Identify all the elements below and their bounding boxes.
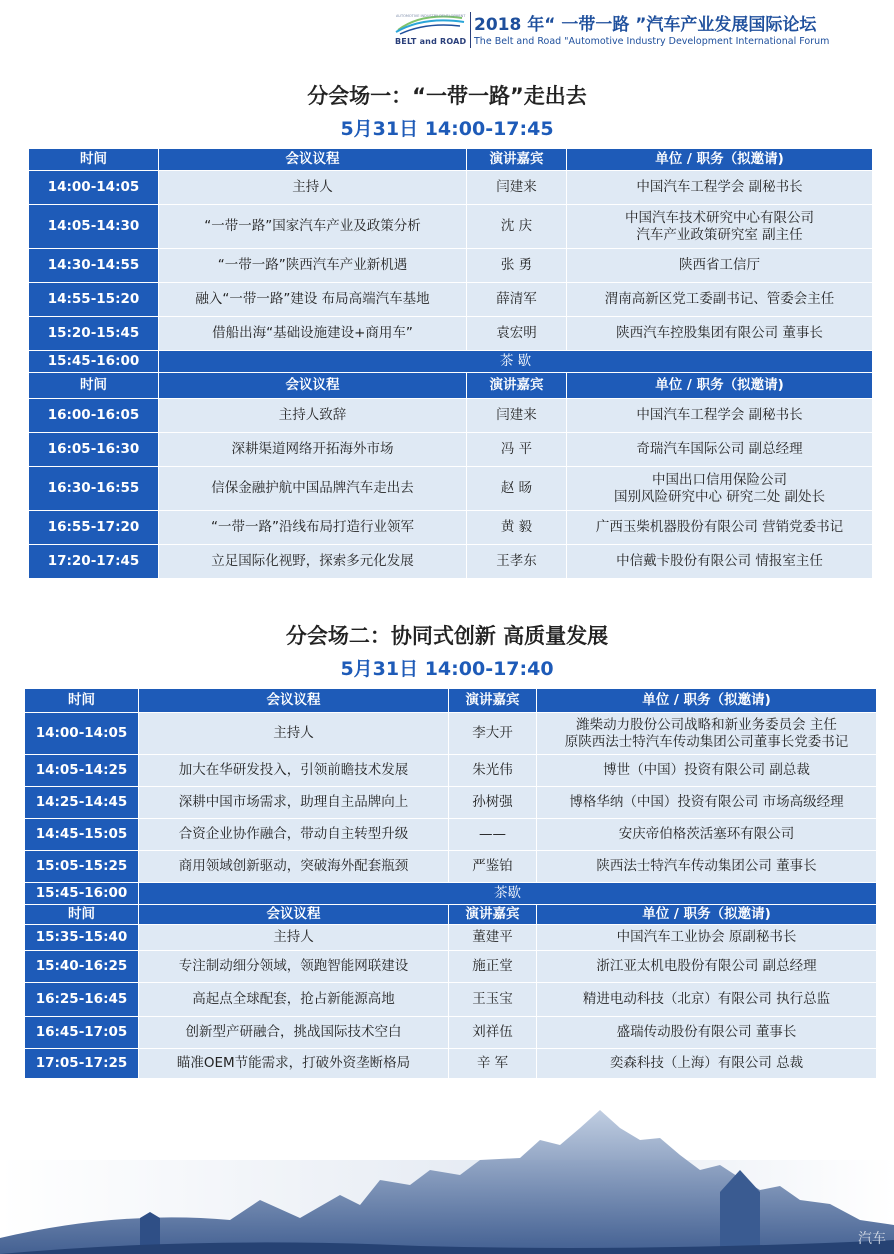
org-cell: 奇瑞汽车国际公司 副总经理 [567, 433, 873, 467]
org-header: 单位 / 职务（拟邀请) [537, 689, 877, 713]
speaker-cell: 董建平 [449, 925, 537, 951]
org-header: 单位 / 职务（拟邀请) [567, 149, 873, 171]
header-divider [470, 12, 471, 48]
speaker-cell: 袁宏明 [467, 317, 567, 351]
table-row [25, 819, 877, 851]
table-header-row [29, 373, 873, 399]
speaker-cell: 严鉴铂 [449, 851, 537, 883]
topic-cell: “一带一路”沿线布局打造行业领军 [159, 511, 467, 545]
table-row [29, 283, 873, 317]
speaker-cell: 薛清军 [467, 283, 567, 317]
topic-cell: 融入“一带一路”建设 布局高端汽车基地 [159, 283, 467, 317]
org-cell: 陕西省工信厅 [567, 249, 873, 283]
time-cell: 14:00-14:05 [29, 171, 159, 205]
table-row [25, 983, 877, 1017]
time-cell: 14:55-15:20 [29, 283, 159, 317]
org-cell: 中国出口信用保险公司 国别风险研究中心 研究二处 副处长 [567, 467, 873, 511]
topic-cell: 高起点全球配套，抢占新能源高地 [139, 983, 449, 1017]
session1-agenda-table [28, 148, 873, 579]
session1-title: 分会场一：“一带一路”走出去 [307, 84, 587, 108]
org-cell: 陕西法士特汽车传动集团公司 董事长 [537, 851, 877, 883]
table-row [25, 951, 877, 983]
break-label-cell: 茶 歇 [159, 351, 873, 373]
break-label-cell: 茶歇 [139, 883, 877, 905]
topic-cell: 立足国际化视野，探索多元化发展 [159, 545, 467, 579]
speaker-cell: 王孝东 [467, 545, 567, 579]
topic-cell: 信保金融护航中国品牌汽车走出去 [159, 467, 467, 511]
session2-time: 5月31日 14:00-17:40 [340, 658, 554, 680]
topic-header: 会议议程 [159, 373, 467, 399]
topic-cell: 专注制动细分领域，领跑智能网联建设 [139, 951, 449, 983]
table-row [29, 511, 873, 545]
org-cell: 盛瑞传动股份有限公司 董事长 [537, 1017, 877, 1049]
table-row [29, 399, 873, 433]
speaker-cell: 冯 平 [467, 433, 567, 467]
watermark: 汽车 [858, 1231, 886, 1247]
speaker-cell: 施正堂 [449, 951, 537, 983]
org-cell: 中信戴卡股份有限公司 情报室主任 [567, 545, 873, 579]
table-header-row [25, 905, 877, 925]
time-cell: 17:05-17:25 [25, 1049, 139, 1079]
table-row [29, 171, 873, 205]
time-cell: 15:40-16:25 [25, 951, 139, 983]
speaker-cell: 李大开 [449, 713, 537, 755]
time-cell: 14:45-15:05 [25, 819, 139, 851]
topic-cell: 主持人 [139, 925, 449, 951]
org-cell: 潍柴动力股份公司战略和新业务委员会 主任 原陕西法士特汽车传动集团公司董事长党委书记 [537, 713, 877, 755]
time-cell: 15:35-15:40 [25, 925, 139, 951]
session1-time: 5月31日 14:00-17:45 [340, 118, 554, 140]
topic-cell: 加大在华研发投入，引领前瞻技术发展 [139, 755, 449, 787]
table-row [29, 433, 873, 467]
topic-cell: 深耕渠道网络开拓海外市场 [159, 433, 467, 467]
time-header: 时间 [29, 373, 159, 399]
topic-cell: 商用领域创新驱动，突破海外配套瓶颈 [139, 851, 449, 883]
table-header-row [25, 689, 877, 713]
topic-cell: 瞄准OEM节能需求，打破外资垄断格局 [139, 1049, 449, 1079]
org-cell: 渭南高新区党工委副书记、管委会主任 [567, 283, 873, 317]
city-skyline-decoration [0, 1100, 894, 1254]
speaker-header: 演讲嘉宾 [449, 689, 537, 713]
session2-title: 分会场二：协同式创新 高质量发展 [285, 624, 609, 648]
session2-agenda-table [24, 688, 877, 1079]
time-header: 时间 [25, 689, 139, 713]
belt-and-road-logo [392, 10, 466, 50]
break-time-cell: 15:45-16:00 [25, 883, 139, 905]
table-row [25, 713, 877, 755]
speaker-cell: 辛 军 [449, 1049, 537, 1079]
svg-text:AUTOMOTIVE INDUSTRY DEVELOPMEN: AUTOMOTIVE INDUSTRY DEVELOPMENT [396, 14, 466, 18]
time-cell: 15:05-15:25 [25, 851, 139, 883]
org-cell: 陕西汽车控股集团有限公司 董事长 [567, 317, 873, 351]
time-cell: 14:30-14:55 [29, 249, 159, 283]
table-row [29, 545, 873, 579]
time-cell: 14:00-14:05 [25, 713, 139, 755]
break-time-cell: 15:45-16:00 [29, 351, 159, 373]
time-cell: 14:05-14:30 [29, 205, 159, 249]
speaker-cell: 孙树强 [449, 787, 537, 819]
speaker-cell: 张 勇 [467, 249, 567, 283]
org-cell: 广西玉柴机器股份有限公司 营销党委书记 [567, 511, 873, 545]
topic-cell: 主持人致辞 [159, 399, 467, 433]
org-header: 单位 / 职务（拟邀请) [537, 905, 877, 925]
table-row [29, 249, 873, 283]
time-cell: 16:05-16:30 [29, 433, 159, 467]
time-cell: 16:30-16:55 [29, 467, 159, 511]
org-cell: 中国汽车工程学会 副秘书长 [567, 399, 873, 433]
speaker-cell: 刘祥伍 [449, 1017, 537, 1049]
forum-title-en: The Belt and Road "Automotive Industry Development International Forum [474, 36, 830, 47]
time-cell: 14:05-14:25 [25, 755, 139, 787]
speaker-header: 演讲嘉宾 [467, 373, 567, 399]
topic-header: 会议议程 [139, 689, 449, 713]
tea-break-row [25, 883, 877, 905]
forum-title-cn: 2018 年“ 一带一路 ”汽车产业发展国际论坛 [474, 15, 817, 35]
time-cell: 16:25-16:45 [25, 983, 139, 1017]
logo-text: BELT and ROAD [395, 37, 467, 46]
org-cell: 中国汽车工业协会 原副秘书长 [537, 925, 877, 951]
org-cell: 安庆帝伯格茨活塞环有限公司 [537, 819, 877, 851]
topic-cell: 合资企业协作融合，带动自主转型升级 [139, 819, 449, 851]
org-header: 单位 / 职务（拟邀请) [567, 373, 873, 399]
topic-cell: “一带一路”国家汽车产业及政策分析 [159, 205, 467, 249]
speaker-cell: 朱光伟 [449, 755, 537, 787]
speaker-cell: 闫建来 [467, 399, 567, 433]
speaker-cell: 王玉宝 [449, 983, 537, 1017]
speaker-cell: 闫建来 [467, 171, 567, 205]
table-row [25, 851, 877, 883]
time-cell: 16:45-17:05 [25, 1017, 139, 1049]
org-cell: 奕森科技（上海）有限公司 总裁 [537, 1049, 877, 1079]
time-cell: 15:20-15:45 [29, 317, 159, 351]
speaker-header: 演讲嘉宾 [449, 905, 537, 925]
org-cell: 精进电动科技（北京）有限公司 执行总监 [537, 983, 877, 1017]
time-cell: 16:55-17:20 [29, 511, 159, 545]
table-row [29, 205, 873, 249]
table-row [25, 925, 877, 951]
time-cell: 16:00-16:05 [29, 399, 159, 433]
topic-cell: 主持人 [139, 713, 449, 755]
table-header-row [29, 149, 873, 171]
topic-cell: “一带一路”陕西汽车产业新机遇 [159, 249, 467, 283]
table-row [25, 1049, 877, 1079]
org-cell: 博世（中国）投资有限公司 副总裁 [537, 755, 877, 787]
org-cell: 博格华纳（中国）投资有限公司 市场高级经理 [537, 787, 877, 819]
table-row [29, 467, 873, 511]
time-header: 时间 [25, 905, 139, 925]
topic-cell: 借船出海“基础设施建设+商用车” [159, 317, 467, 351]
table-row [29, 317, 873, 351]
forum-header [392, 10, 892, 52]
org-cell: 浙江亚太机电股份有限公司 副总经理 [537, 951, 877, 983]
speaker-cell: 沈 庆 [467, 205, 567, 249]
org-cell: 中国汽车技术研究中心有限公司 汽车产业政策研究室 副主任 [567, 205, 873, 249]
table-row [25, 787, 877, 819]
speaker-cell: —— [449, 819, 537, 851]
topic-header: 会议议程 [159, 149, 467, 171]
topic-header: 会议议程 [139, 905, 449, 925]
time-header: 时间 [29, 149, 159, 171]
time-cell: 14:25-14:45 [25, 787, 139, 819]
speaker-header: 演讲嘉宾 [467, 149, 567, 171]
org-cell: 中国汽车工程学会 副秘书长 [567, 171, 873, 205]
table-row [25, 755, 877, 787]
topic-cell: 深耕中国市场需求，助理自主品牌向上 [139, 787, 449, 819]
tea-break-row [29, 351, 873, 373]
time-cell: 17:20-17:45 [29, 545, 159, 579]
table-row [25, 1017, 877, 1049]
speaker-cell: 黄 毅 [467, 511, 567, 545]
speaker-cell: 赵 旸 [467, 467, 567, 511]
topic-cell: 主持人 [159, 171, 467, 205]
topic-cell: 创新型产研融合，挑战国际技术空白 [139, 1017, 449, 1049]
